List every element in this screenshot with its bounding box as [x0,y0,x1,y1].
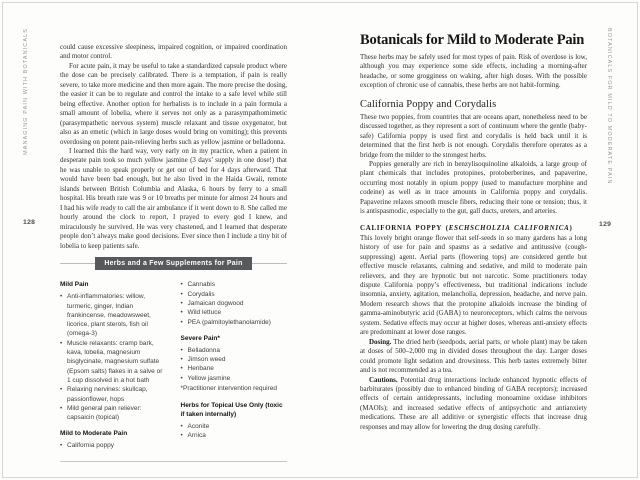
list-item: • Yellow jasmine [181,374,288,383]
list-heading: Mild to Moderate Pain [60,430,128,438]
list-item: • Wild lettuce [181,308,288,317]
section-heading: California Poppy and Corydalis [360,98,497,110]
list-item: • Relaxing nervines: skullcap, passionflower, hops [60,385,167,404]
paragraph-lead: Cautions. [369,375,398,384]
intro-paragraph: These herbs may be safely used for most types of pain. Risk of overdose is low, although you may experience some side effects, including a morning-after headache, or some grogginess on waking, after high doses. With the possible exception of chronic use of cannabis, these herbs are not habit-forming. [360,52,587,90]
list-item: • Cannabis [181,280,288,289]
herb-box-header [60,257,287,271]
subsection-heading-tail: ) [569,224,573,232]
list-item: • Mild general pain reliever: capsaicin (topical) [60,404,167,423]
chapter-title: Botanicals for Mild to Moderate Pain [360,32,585,48]
section-body [360,113,587,217]
herb-box-column-right [181,280,288,450]
header-rule-right [252,263,287,264]
list-item: • Muscle relaxants: cramp bark, kava, lobelia, magnesium bisglycinate, magnesium sulfate (Epsom salts) flakes in a salve or 1 cup dissolved in a hot bath [60,339,167,385]
list-heading: Severe Pain* [180,334,220,342]
paragraph: Poppies generally are rich in benzylisoquinoline alkaloids, a large group of plant chemicals that includes protopines, protoberberines, and papaverine, occurring most notably in opium poppy (used to manufacture morphine and codeine) as well as in trace amounts in California poppy and corydalis. Papaverine relaxes smooth muscle fibers, reducing their tone or tension; thus, it is antispasmodic, especially to the gut, gall ducts, ureters, and arteries. [360,160,587,216]
paragraph-lead: Dosing. [369,337,392,346]
list-item: • Corydalis [181,290,288,299]
right-running-head: BOTANICALS FOR MILD TO MODERATE PAIN [606,28,612,185]
herb-supplement-box [60,257,287,462]
left-page [60,43,287,462]
paragraph: I learned this the hard way, very early on in my practice, when a patient in desperate pain took so much yellow jasmine (3 days’ supply in one dose!) that he was unable to speak properly or get out of bed for 4 days afterward. That would have been bad enough, but he also lived in the Haida Gwaii, remote islands between British Columbia and Alaska, 6 hours by ferry to a small hospital. His breath rate was 9 or 10 breaths per minute for almost 24 hours and I had his wife ready to call the air ambulance if it went down to 8. She called me hourly around the clock to report, I prayed to every god I knew, and miraculously he survived. He was very chastened, and I learned that desperate people don’t always make good decisions. Ever since then I include a tiny bit of lobelia to keep patients safe. [60,146,287,250]
list-item: • Aconite [181,422,288,431]
subsection-heading-latin-name: ESCHSCHOLZIA CALIFORNICA [448,224,570,232]
right-page [360,33,587,432]
list-item: • Anti-inflammatories: willow, turmeric, ginger, Indian frankincense, meadowsweet, licorice, plant sterols, fish oil (omega-3) [60,292,167,338]
paragraph: These two poppies, from countries that are oceans apart, nonetheless need to be discussed together, as they represent a sort of continuum where the gentle (baby-safe) California poppy is used first and corydalis is held back until it is determined that the first herb is not enough. Corydalis therefore operates as a bridge from the milder to the strongest herbs. [360,112,587,159]
herb-box-title: Herbs and a Few Supplements for Pain [95,257,251,271]
herb-box-column-left [60,280,167,450]
list-heading: Herbs for Topical Use Only (toxic if taken internally) [180,401,283,419]
subsection-heading [360,225,587,232]
paragraph: Dosing. The dried herb (seedpods, aerial parts, or whole plant) may be taken at doses of 500–2,000 mg in divided doses throughout the day. Larger doses could promote light sedation and drowsiness. This herb tastes extremely bitter and is not recommended as a tea. [360,337,587,375]
list-item: • Jamaican dogwood [181,299,288,308]
paragraph: For acute pain, it may be useful to take a standardized capsule product where the dose can be precisely calibrated. There is a temptation, if pain is really severe, to take more medicine and then more again. The more precise the dosing, the easier it can be to regulate and control the intake to a safe level while still being effective. Another option for herbalists is to include in a pain formula a small amount of lobelia, where it serves not only as a parasympathomimetic (parasympathetic nervous system) muscle relaxant and tissue oxygenator, but also as an emetic (which in large doses would bring on vomiting); this prevents overdosing on potent pain-relieving herbs such as yellow jasmine or belladonna. [60,61,287,146]
list-item: • Henbane [181,364,288,373]
left-page-body [60,43,287,251]
list-item: • California poppy [60,441,167,450]
right-page-number: 129 [599,221,612,228]
left-running-head: MANAGING PAIN WITH BOTANICALS [23,28,29,155]
herb-box-columns [60,280,287,450]
paragraph: This lovely bright orange flower that self-seeds in so many gardens has a long history of use for pain and spasms as a sedative and antitussive (cough-suppressing) agent. Aerial parts (flowering tops) are considered gentle but effective muscle relaxants, calming and sedative, and mild to moderate pain relievers, and they are hypnotic but not narcotic. Some practitioners today dispute California poppy’s effectiveness, but traditional indications include insomnia, anxiety, agitation, melancholia, depression, headache, and nerve pain. Modern research shows that the protopine alkaloids increase the binding of gamma-aminobutyric acid (GABA) to neuroreceptors, which calms the nervous system. Sedative effects may occur at higher doses, whereas anti-anxiety effects are predominant at lower dose ranges. [360,233,587,337]
list-item: • Belladonna [181,346,288,355]
list-footnote: *Practitioner intervention required [180,385,277,393]
subsection-body [360,234,587,433]
paragraph: could cause excessive sleepiness, impaired cognition, or impaired coordination and motor control. [60,43,287,61]
list-item: • Arnica [181,431,288,440]
list-heading: Mild Pain [60,281,89,289]
left-page-number: 128 [23,219,36,226]
list-item: • Jimson weed [181,355,288,364]
subsection-heading-lead: CALIFORNIA POPPY ( [360,224,449,232]
list-item: • PEA (palmitoylethanolamide) [181,318,288,327]
chapter-intro [360,53,587,91]
header-rule-left [60,263,95,264]
herb-box-bottom-rule [60,461,287,462]
paragraph: Cautions. Potential drug interactions include enhanced hypnotic effects of barbiturates (possibly due to enhanced binding of GABA receptors); increased effects of certain antidepressants, including monoamine oxidase inhibitors (MAOIs); and increased sedative effects of antipsychotic and antianxiety medications. These are all additive or synergistic effects that increase drug responses and may allow for lowering the drug dosing carefully. [360,375,587,431]
